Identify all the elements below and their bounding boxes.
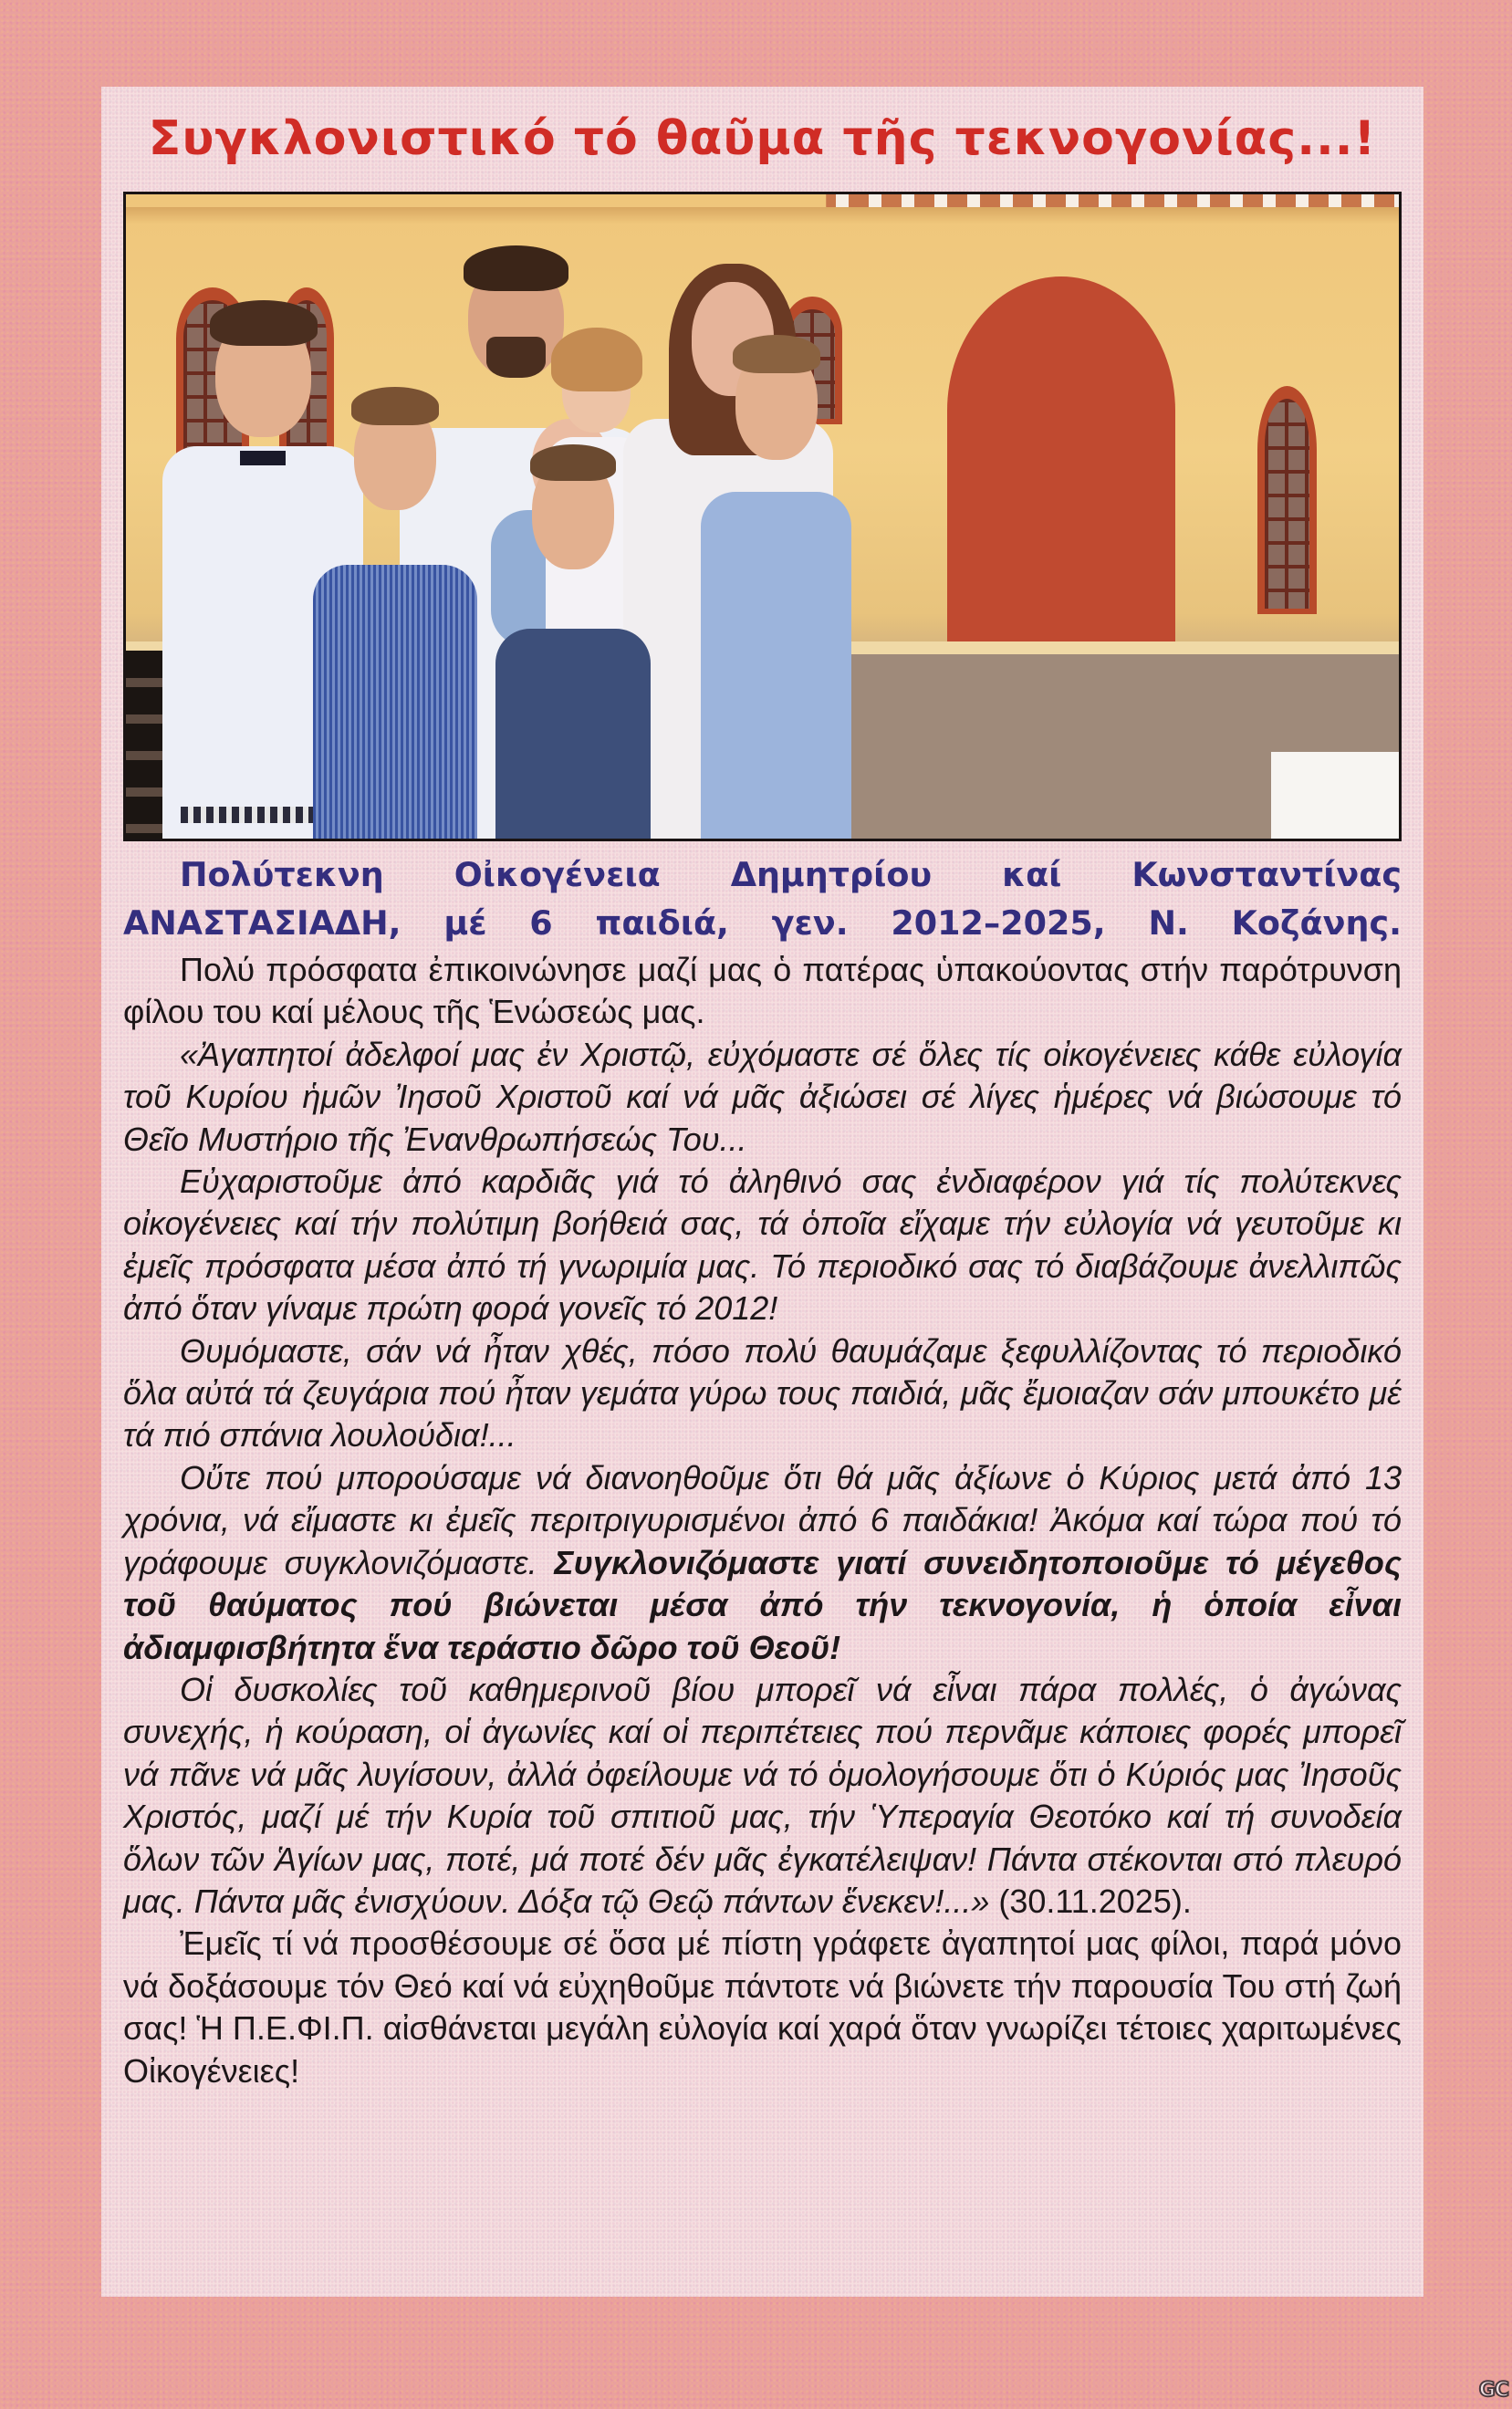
paragraph-letter-difficulties [123, 1669, 1402, 1923]
paragraph-letter-greeting: «Ἀγαπητοί ἀδελφοί μας ἐν Χριστῷ, εὐχόμαστε σέ ὅλες τίς οἰκογένειες κάθε εὐλογία τοῦ Κυρίου ἡμῶν Ἰησοῦ Χριστοῦ καί νά μᾶς ἀξιώσει σέ λίγες ἡμέρες νά βιώσουμε τό Θεῖο Μυστήριο τῆς Ἐνανθρωπήσεώς Του... [123, 1035, 1402, 1158]
article-body [123, 949, 1402, 2092]
watermark-logo: GC [1478, 2379, 1508, 2402]
paragraph-intro: Πολύ πρόσφατα ἐπικοινώνησε μαζί μας ὁ πατέρας ὑπακούοντας στήν παρότρυνση φίλου του καί μέλους τῆς Ἑνώσεώς μας. [123, 951, 1402, 1031]
ground [1271, 752, 1399, 839]
photo-caption [123, 850, 1402, 947]
caption-line-1: Πολύτεκνη Οἰκογένεια Δημητρίου καί Κωνσταντίνας [180, 855, 1402, 894]
paragraph-letter-miracle-text: Οὔτε πού μπορούσαμε νά διανοηθοῦμε ὅτι θά μᾶς ἀξίωνε ὁ Κύριος μετά ἀπό 13 χρόνια, νά εἴμαστε κι ἐμεῖς περιτριγυρισμένοι ἀπό 6 παιδάκια! Ἀκόμα καί τώρα πού τό γράφουμε συγκλονιζόμαστε. [123, 1458, 1402, 1581]
paragraph-letter-miracle [123, 1457, 1402, 1669]
paragraph-letter-thanks: Εὐχαριστοῦμε ἀπό καρδιᾶς γιά τό ἀληθινό σας ἐνδιαφέρον γιά τίς πολύτεκνες οἰκογένειες καί τήν πολύτιμη βοήθειά σας, τά ὁποῖα εἴχαμε τήν εὐλογία νά γευτοῦμε κι ἐμεῖς πρόσφατα μέσα ἀπό τή γνωριμία μας. Τό περιοδικό σας τό διαβάζουμε ἀνελλιπῶς ἀπό ὅταν γίναμε πρώτη φορά γονεῖς τό 2012! [123, 1163, 1402, 1328]
family-photo [123, 192, 1402, 841]
person-boy-checked-shirt [313, 373, 477, 839]
person-boy-right [701, 318, 851, 839]
paragraph-letter-difficulties-text: Οἱ δυσκολίες τοῦ καθημερινοῦ βίου μπορεῖ νά εἶναι πάρα πολλές, ὁ ἀγώνας συνεχής, ἡ κούραση, οἱ ἀγωνίες καί οἱ περιπέτειες πού περνᾶμε κάποιες φορές μπορεῖ νά πᾶνε νά μᾶς λυγίσουν, ἀλλά ὀφείλουμε νά τό ὁμολογήσουμε ὅτι ὁ Κύριός μας Ἰησοῦς Χριστός, μαζί μέ τήν Κυρία τοῦ σπιτιοῦ μας, τήν Ὑπεραγία Θεοτόκο καί τή συνοδεία ὅλων τῶν Ἁγίων μας, ποτέ, μά ποτέ δέν μᾶς ἐγκατέλειψαν! Πάντα στέκονται στό πλευρό μας. Πάντα μᾶς ἐνισχύουν. Δόξα τῷ Θεῷ πάντων ἕνεκεν!...» [123, 1670, 1402, 1920]
paragraph-letter-miracle-emphasis: Συγκλονιζόμαστε γιατί συνειδητοποιοῦμε τό μέγεθος τοῦ θαύματος πού βιώνεται μέσα ἀπό τήν τεκνογονία, ἡ ὁποία εἶναι ἀδιαμφισβήτητα ἕνα τεράστιο δῶρο τοῦ Θεοῦ! [123, 1543, 1402, 1666]
letter-date: (30.11.2025). [989, 1882, 1192, 1920]
arched-window-right [1257, 386, 1317, 614]
paragraph-closing: Ἐμεῖς τί νά προσθέσουμε σέ ὅσα μέ πίστη γράφετε ἀγαπητοί μας φίλοι, παρά μόνο νά δοξάσουμε τόν Θεό καί νά εὐχηθοῦμε πάντοτε νά βιώνετε τήν παρουσία Του στή ζωή σας! Ἡ Π.Ε.ΦΙ.Π. αἰσθάνεται μεγάλη εὐλογία καί χαρά ὅταν γνωρίζει τέτοιες χαριτωμένες Οἰκογένειες! [123, 1924, 1402, 2090]
paragraph-letter-memory: Θυμόμαστε, σάν νά ἦταν χθές, πόσο πολύ θαυμάζαμε ξεφυλλίζοντας τό περιοδικό ὅλα αὐτά τά ζευγάρια πού ἦταν γεμάτα γύρω τους παιδιά, μᾶς ἔμοιαζαν σάν μπουκέτο μέ τά πιό σπάνια λουλούδια!... [123, 1331, 1402, 1455]
roof-tiles [126, 194, 1399, 207]
person-boy-dark-shirt [495, 437, 651, 839]
caption-line-2: ΑΝΑΣΤΑΣΙΑΔΗ, μέ 6 παιδιά, γεν. 2012–2025, Ν. Κοζάνης. [123, 903, 1402, 943]
article-panel [101, 87, 1423, 2297]
roof-eave [126, 207, 1399, 224]
article-headline: Συγκλονιστικό τό θαῦμα τῆς τεκνογονίας...! [148, 111, 1377, 166]
arched-doorway [947, 276, 1175, 660]
